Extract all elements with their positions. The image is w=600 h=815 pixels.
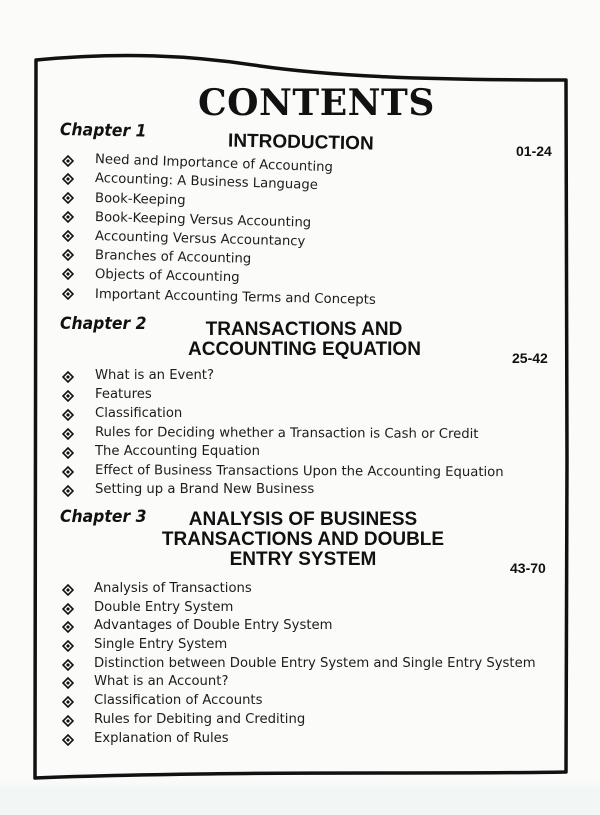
chapter-3-label: Chapter 3 <box>60 507 147 527</box>
chapter-3-title <box>160 510 446 570</box>
diamond-bullet-icon <box>62 715 74 727</box>
diamond-bullet-icon <box>62 734 74 746</box>
topic-item: Classification of Accounts <box>94 693 263 708</box>
diamond-bullet-icon <box>62 173 74 185</box>
chapter-3-title-line-2: TRANSACTIONS AND DOUBLE <box>161 529 445 550</box>
chapter-2-title-line-2: ACCOUNTING EQUATION <box>188 339 421 360</box>
chapter-2-title-line-1: TRANSACTIONS AND <box>205 319 403 340</box>
chapter-2-title <box>188 320 420 360</box>
diamond-bullet-icon <box>62 288 74 300</box>
diamond-bullet-icon <box>62 621 74 633</box>
topic-item: Explanation of Rules <box>94 731 229 746</box>
topic-item: Distinction between Double Entry System and Single Entry System <box>94 656 536 671</box>
diamond-bullet-icon <box>62 155 74 167</box>
topic-item: The Accounting Equation <box>95 444 260 459</box>
topic-item: Objects of Accounting <box>94 267 240 286</box>
topic-item: What is an Account? <box>94 674 229 689</box>
diamond-bullet-icon <box>62 249 74 261</box>
topic-item: What is an Event? <box>95 368 214 383</box>
diamond-bullet-icon <box>62 371 74 383</box>
chapter-1-page-range: 01-24 <box>516 143 552 159</box>
chapter-3-title-line-3: ENTRY SYSTEM <box>229 549 377 570</box>
diamond-bullet-icon <box>62 466 74 478</box>
topic-item: Branches of Accounting <box>94 248 252 267</box>
diamond-bullet-icon <box>62 390 74 402</box>
topic-item: Rules for Deciding whether a Transaction is Cash or Credit <box>94 425 479 443</box>
chapter-1-label: Chapter 1 <box>59 120 147 142</box>
topic-item: Important Accounting Terms and Concepts <box>94 287 376 308</box>
diamond-bullet-icon <box>62 677 74 689</box>
diamond-bullet-icon <box>62 485 74 497</box>
diamond-bullet-icon <box>62 447 74 459</box>
diamond-bullet-icon <box>62 230 74 242</box>
chapter-3-title-line-1: ANALYSIS OF BUSINESS <box>188 509 418 530</box>
topic-item: Features <box>95 387 152 402</box>
chapter-2-page-range: 25-42 <box>512 350 548 366</box>
diamond-bullet-icon <box>62 211 74 223</box>
chapter-2-label: Chapter 2 <box>60 314 147 334</box>
topic-item: Need and Importance of Accounting <box>94 152 334 176</box>
chapter-1-title: INTRODUCTION <box>227 130 374 155</box>
diamond-bullet-icon <box>62 268 74 280</box>
page-title: CONTENTS <box>198 82 435 124</box>
topic-item: Book-Keeping Versus Accounting <box>94 210 312 231</box>
diamond-bullet-icon <box>62 603 74 615</box>
topic-item: Classification <box>95 406 183 421</box>
topic-item: Accounting: A Business Language <box>94 171 319 193</box>
topic-item: Accounting Versus Accountancy <box>94 229 306 250</box>
diamond-bullet-icon <box>62 584 74 596</box>
topic-item: Rules for Debiting and Crediting <box>94 712 306 727</box>
diamond-bullet-icon <box>62 696 74 708</box>
topic-item: Book-Keeping <box>94 191 186 209</box>
topic-item: Advantages of Double Entry System <box>94 618 333 633</box>
diamond-bullet-icon <box>62 640 74 652</box>
diamond-bullet-icon <box>62 192 74 204</box>
diamond-bullet-icon <box>62 409 74 421</box>
chapter-3-page-range: 43-70 <box>510 560 546 576</box>
topic-item: Setting up a Brand New Business <box>95 482 315 497</box>
topic-item: Single Entry System <box>94 637 228 652</box>
diamond-bullet-icon <box>62 659 74 671</box>
topic-item: Effect of Business Transactions Upon the Accounting Equation <box>94 463 504 481</box>
diamond-bullet-icon <box>62 428 74 440</box>
topic-item: Analysis of Transactions <box>94 581 252 596</box>
topic-item: Double Entry System <box>94 600 234 615</box>
